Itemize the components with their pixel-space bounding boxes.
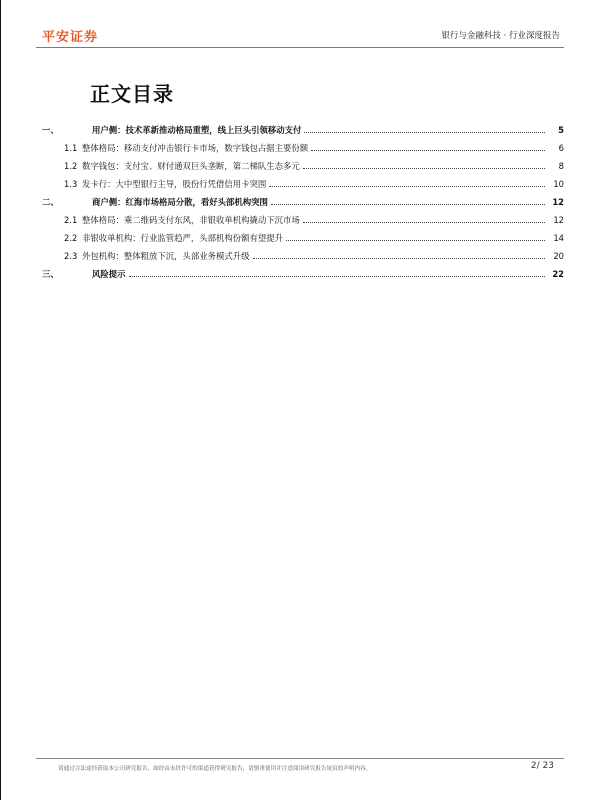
toc-entry-page: 22 (552, 269, 564, 279)
toc-entry-page: 20 (553, 251, 564, 261)
footer-divider (36, 758, 564, 759)
page-header (36, 26, 564, 48)
toc-entry[interactable] (36, 153, 564, 171)
toc-entry-page: 12 (552, 197, 564, 207)
toc-entry-label: 用户侧：技术革新推动格局重塑，线上巨头引领移动支付 (92, 125, 302, 135)
company-logo: 平安证券 (42, 30, 99, 45)
page-number: 2/ 23 (530, 761, 554, 771)
toc-entry-number: 一、 (42, 125, 59, 135)
toc-leader-dots (269, 186, 545, 187)
header-divider (36, 47, 564, 48)
toc-entry-number: 2.3 (64, 251, 78, 261)
toc-leader-dots (303, 222, 545, 223)
toc-entry-label: 风险提示 (92, 269, 126, 279)
toc-leader-dots (304, 132, 545, 133)
toc-entry-page: 10 (553, 179, 564, 189)
footer-disclaimer: 请通过合法途径获取本公司研究报告，如经由未经许可的渠道获得研究报告，请慎重使用并注意阅读研究报告尾页的声明内容。 (58, 766, 372, 772)
toc-leader-dots (311, 150, 545, 151)
toc-entry[interactable] (36, 135, 564, 153)
toc-entry[interactable] (36, 261, 564, 279)
toc-entry[interactable] (36, 207, 564, 225)
toc-leader-dots (271, 204, 545, 205)
toc-entry[interactable] (36, 189, 564, 207)
toc-entry-page: 8 (558, 161, 564, 171)
toc-entry-page: 6 (558, 143, 564, 153)
toc-entry[interactable] (36, 171, 564, 189)
toc-entry-label: 数字钱包：支付宝、财付通双巨头垄断，第二梯队生态多元 (82, 161, 300, 171)
toc-entry-number: 1.2 (64, 161, 78, 171)
toc-entry-label: 非银收单机构：行业监管趋严，头部机构份额有望提升 (82, 233, 283, 243)
toc-entry-page: 5 (558, 125, 564, 135)
toc-leader-dots (253, 258, 546, 259)
toc-entry[interactable] (36, 117, 564, 135)
toc-entry-number: 二、 (42, 197, 59, 207)
report-category: 银行与金融科技 · 行业深度报告 (441, 31, 560, 41)
toc-entry-number: 1.3 (64, 179, 78, 189)
page-title: 正文目录 (90, 82, 174, 106)
toc-leader-dots (129, 276, 546, 277)
toc-entry-number: 1.1 (64, 143, 78, 153)
toc-entry[interactable] (36, 225, 564, 243)
page-edge (0, 0, 1, 800)
toc-entry-page: 14 (553, 233, 564, 243)
toc-entry-page: 12 (553, 215, 564, 225)
toc-entry[interactable] (36, 243, 564, 261)
toc-entry-number: 三、 (42, 269, 59, 279)
table-of-contents (36, 117, 564, 279)
toc-entry-number: 2.2 (64, 233, 78, 243)
toc-entry-label: 整体格局：乘二维码支付东风，非银收单机构撬动下沉市场 (82, 215, 300, 225)
toc-entry-label: 整体格局：移动支付冲击银行卡市场，数字钱包占据主要份额 (82, 143, 309, 153)
toc-entry-label: 外包机构：整体粗放下沉，头部业务模式升级 (82, 251, 250, 261)
toc-leader-dots (286, 240, 545, 241)
toc-leader-dots (303, 168, 545, 169)
toc-entry-number: 2.1 (64, 215, 78, 225)
toc-entry-label: 商户侧：红海市场格局分散，看好头部机构突围 (92, 197, 268, 207)
toc-entry-label: 发卡行：大中型银行主导，股份行凭借信用卡突围 (82, 179, 267, 189)
